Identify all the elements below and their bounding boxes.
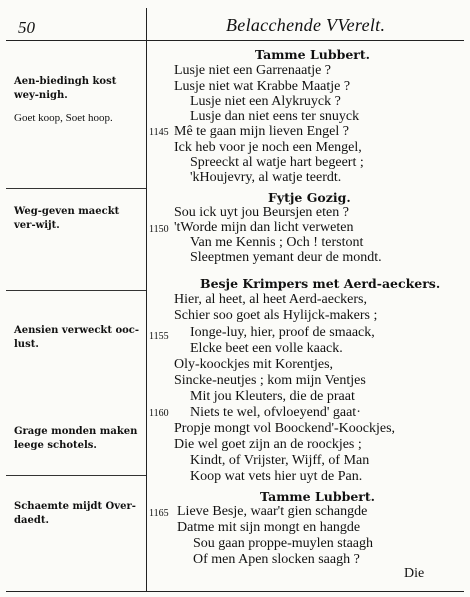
margin-divider bbox=[6, 188, 146, 189]
verse-line: Ionge-luy, hier, proof de smaack, bbox=[190, 325, 375, 340]
margin-column-rule bbox=[146, 8, 147, 591]
speaker-name: Tamme Lubbert. bbox=[255, 47, 370, 62]
verse-line: Hier, al heet, al heet Aerd-aeckers, bbox=[174, 292, 367, 307]
verse-line: Lusje niet een Alykruyck ? bbox=[190, 94, 341, 109]
margin-gloss: Aen-biedingh kost wey-nigh. bbox=[14, 76, 117, 101]
speaker-name: Fytje Gozig. bbox=[268, 190, 351, 205]
header-rule bbox=[6, 40, 464, 41]
verse-line: Koop wat vets hier uyt de Pan. bbox=[190, 469, 363, 484]
verse-line: Mê te gaan mijn lieven Engel ? bbox=[174, 124, 349, 139]
verse-line: 'kHoujevry, al watje teerdt. bbox=[190, 170, 342, 185]
catchword: Die bbox=[404, 566, 425, 581]
verse-line: Schier soo goet als Hylijck-makers ; bbox=[174, 308, 378, 323]
verse-line: Van me Kennis ; Och ! terstont bbox=[190, 235, 364, 250]
line-number: 1150 bbox=[149, 224, 169, 235]
line-number: 1155 bbox=[149, 331, 169, 342]
verse-line: Niets te wel, ofvloeyend' gaat· bbox=[190, 405, 361, 420]
speaker-name: Besje Krimpers met Aerd-aeckers. bbox=[200, 276, 441, 291]
verse-line: Sincke-neutjes ; kom mijn Ventjes bbox=[174, 373, 366, 388]
verse-line: Sou gaan proppe-muylen staagh bbox=[193, 536, 374, 551]
line-number: 1160 bbox=[149, 408, 169, 419]
verse-line: Lieve Besje, waar't gien schangde bbox=[177, 504, 368, 519]
margin-gloss: Goet koop, Soet hoop. bbox=[14, 112, 113, 124]
margin-gloss: Grage monden maken leege schotels. bbox=[14, 426, 138, 451]
verse-line: Sleeptmen yemant deur de mondt. bbox=[190, 250, 382, 265]
verse-line: Lusje niet een Garrenaatje ? bbox=[174, 63, 332, 78]
verse-line: 'tWorde mijn dan licht verweten bbox=[174, 220, 354, 235]
line-number: 1145 bbox=[149, 127, 169, 138]
verse-line: Lusje niet wat Krabbe Maatje ? bbox=[174, 79, 351, 94]
line-number: 1165 bbox=[149, 508, 169, 519]
margin-divider bbox=[6, 475, 146, 476]
margin-gloss: Weg-geven maeckt ver-wijt. bbox=[14, 206, 120, 231]
margin-divider bbox=[6, 290, 146, 291]
verse-line: Of men Apen slocken saagh ? bbox=[193, 552, 360, 567]
margin-gloss: Aensien verweckt ooc-lust. bbox=[14, 325, 140, 350]
verse-line: Ick heb voor je noch een Mengel, bbox=[174, 140, 362, 155]
verse-line: Lusje dan niet eens ter snuyck bbox=[190, 109, 360, 124]
margin-gloss: Schaemte mijdt Over-daedt. bbox=[14, 501, 136, 526]
verse-line: Datme mit sijn mongt en hangde bbox=[177, 520, 361, 535]
speaker-name: Tamme Lubbert. bbox=[260, 489, 375, 504]
verse-line: Elcke beet een volle kaack. bbox=[190, 341, 343, 356]
verse-line: Kindt, of Vrijster, Wijff, of Man bbox=[190, 453, 370, 468]
verse-line: Die wel goet zijn an de roockjes ; bbox=[174, 437, 362, 452]
bottom-rule bbox=[6, 591, 464, 592]
verse-line: Oly-koockjes mit Korentjes, bbox=[174, 357, 334, 372]
page-number: 50 bbox=[18, 18, 35, 37]
verse-line: Sou ick uyt jou Beursjen eten ? bbox=[174, 205, 349, 220]
verse-line: Spreeckt al watje hart begeert ; bbox=[190, 155, 364, 170]
running-title: Belacchende VVerelt. bbox=[226, 15, 386, 35]
verse-line: Mit jou Kleuters, die de praat bbox=[190, 389, 355, 404]
verse-line: Propje mongt vol Boockend'-Koockjes, bbox=[174, 421, 396, 436]
